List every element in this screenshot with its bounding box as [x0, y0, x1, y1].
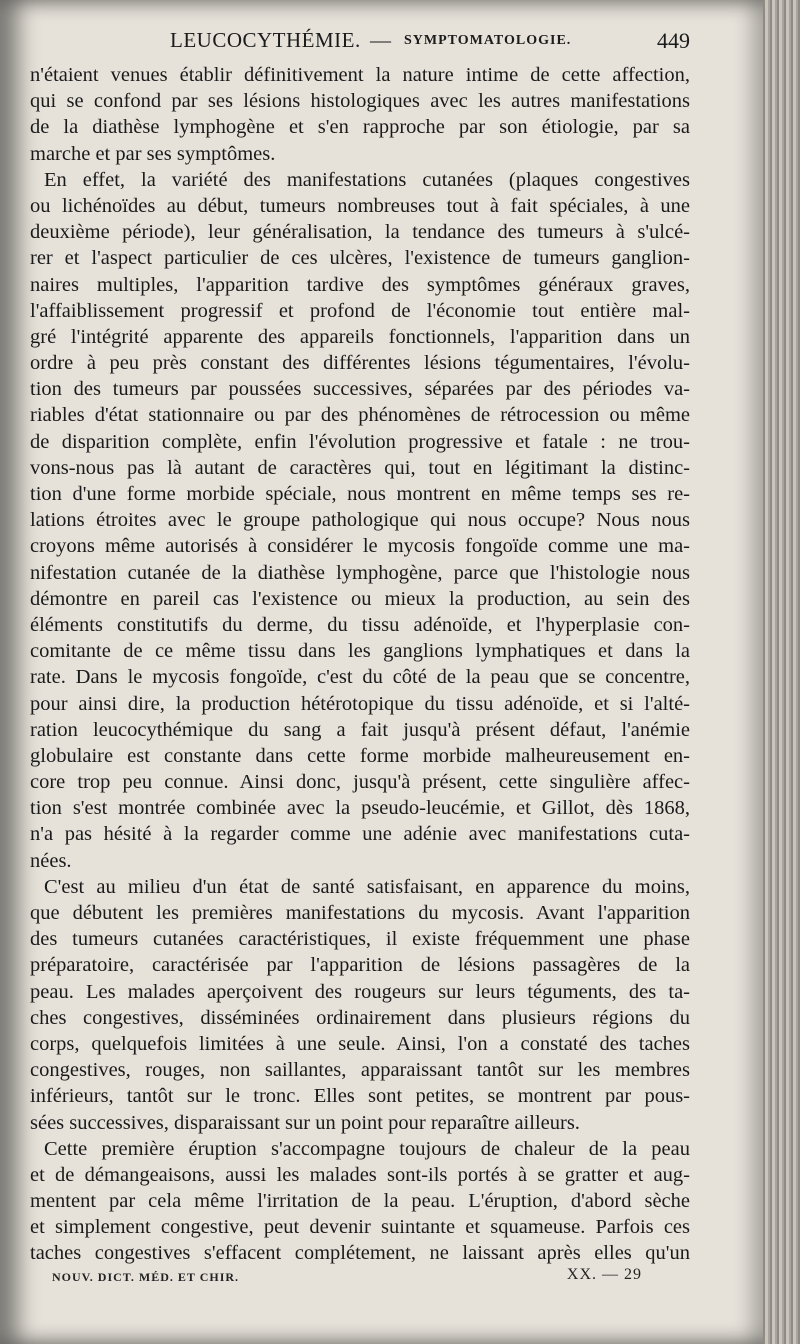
text-line: n'a pas hésité à la regarder comme une adénie avec manifestations cuta-: [30, 823, 690, 846]
text-line: et de démangeaisons, aussi les malades sont-ils portés à se gratter et aug-: [30, 1163, 690, 1186]
text-line: des tumeurs cutanées caractéristiques, il existe fréquemment une phase: [30, 928, 690, 951]
text-line: qui se confond par ses lésions histologiques avec les autres manifestations: [30, 90, 690, 113]
text-line: marche et par ses symptômes.: [30, 142, 276, 165]
text-line: naires multiples, l'apparition tardive des symptômes généraux graves,: [30, 273, 690, 296]
header-subtitle: SYMPTOMATOLOGIE.: [404, 33, 572, 48]
text-line: globulaire est constante dans cette forme morbide malheureusement en-: [30, 744, 690, 767]
header-title: LEUCOCYTHÉMIE.: [170, 28, 361, 52]
text-line: inférieurs, tantôt sur le tronc. Elles sont petites, se montrent par pous-: [30, 1085, 690, 1108]
footer-publication: NOUV. DICT. MÉD. ET CHIR.: [52, 1270, 240, 1284]
text-line: peau. Les malades aperçoivent des rougeurs sur leurs téguments, des ta-: [30, 980, 690, 1003]
text-line: tion s'est montrée combinée avec la pseudo-leucémie, et Gillot, dès 1868,: [30, 797, 690, 820]
text-line: démontre en pareil cas l'existence ou mieux la production, au sein des: [30, 587, 690, 610]
text-line: En effet, la variété des manifestations cutanées (plaques congestives: [44, 168, 690, 191]
page-footer: [52, 1266, 642, 1290]
text-line: l'affaiblissement progressif et profond de l'économie tout entière mal-: [30, 299, 690, 322]
text-line: core trop peu connue. Ainsi donc, jusqu'à présent, cette singulière affec-: [30, 771, 690, 794]
text-line: vons-nous pas là autant de caractères qui, tout en légitimant la distinc-: [30, 456, 690, 479]
text-line: mentent par cela même l'irritation de la peau. L'éruption, d'abord sèche: [30, 1190, 690, 1213]
text-line: et simplement congestive, peut devenir suintante et squameuse. Parfois ces: [30, 1216, 690, 1239]
text-line: gré l'intégrité apparente des appareils fonctionnels, l'apparition dans un: [30, 325, 690, 348]
text-line: pour ainsi dire, la production hétérotopique du tissu adénoïde, et si l'alté-: [30, 692, 690, 715]
text-line: taches congestives s'effacent complétement, ne laissant après elles qu'un: [30, 1242, 690, 1265]
text-line: riables d'état stationnaire ou par des phénomènes de rétrocession ou même: [30, 404, 690, 427]
text-line: de disparition complète, enfin l'évolution progressive et fatale : ne trou-: [30, 430, 690, 453]
text-line: Cette première éruption s'accompagne toujours de chaleur de la peau: [44, 1137, 690, 1160]
text-line: tion des tumeurs par poussées successives, séparées par des périodes va-: [30, 378, 690, 401]
text-line: croyons même autorisés à considérer le mycosis fongoïde comme une ma-: [30, 535, 690, 558]
text-line: ration leucocythémique du sang a fait jusqu'à présent défaut, l'anémie: [30, 718, 690, 741]
text-line: ou lichénoïdes au début, tumeurs nombreuses tout à fait spéciales, à une: [30, 194, 690, 217]
footer-signature: XX. — 29: [566, 1266, 642, 1283]
text-line: préparatoire, caractérisée par l'apparition de lésions passagères de la: [30, 954, 690, 977]
text-line: deuxième période), leur généralisation, la tendance des tumeurs à s'ulcé-: [30, 221, 690, 244]
body-text: [30, 62, 690, 1267]
text-line: nées.: [30, 849, 72, 872]
text-line: n'étaient venues établir définitivement la nature intime de cette affection,: [30, 64, 690, 86]
text-line: rer et l'aspect particulier de ces ulcères, l'existence de tumeurs ganglion-: [30, 247, 690, 270]
text-line: que débutent les premières manifestations du mycosis. Avant l'apparition: [30, 902, 690, 924]
text-line: nifestation cutanée de la diathèse lymphogène, parce que l'histologie nous: [30, 561, 690, 584]
page-number: 449: [657, 28, 690, 53]
header-separator: —: [370, 28, 391, 52]
text-line: lations étroites avec le groupe pathologique qui nous occupe? Nous nous: [30, 509, 690, 532]
running-header: [30, 28, 690, 62]
text-line: corps, quelquefois limitées à une seule. Ainsi, l'on a constaté des taches: [30, 1032, 690, 1055]
text-line: C'est au milieu d'un état de santé satisfaisant, en apparence du moins,: [44, 875, 690, 898]
text-line: éléments constitutifs du derme, du tissu adénoïde, et l'hyperplasie con-: [30, 613, 690, 636]
page-edges: [763, 0, 800, 1344]
text-line: congestives, rouges, non saillantes, apparaissant tantôt sur les membres: [30, 1059, 690, 1082]
text-line: de la diathèse lymphogène et s'en rapproche par son étiologie, par sa: [30, 116, 690, 139]
text-line: ches congestives, disséminées ordinairement dans plusieurs régions du: [30, 1006, 690, 1029]
text-line: tion d'une forme morbide spéciale, nous montrent en même temps ses re-: [30, 483, 690, 505]
text-line: rate. Dans le mycosis fongoïde, c'est du côté de la peau que se concentre,: [30, 666, 690, 689]
text-line: comitante de ce même tissu dans les ganglions lymphatiques et dans la: [30, 640, 690, 663]
text-line: sées successives, disparaissant sur un point pour reparaître ailleurs.: [30, 1111, 580, 1134]
text-line: ordre à peu près constant des différentes lésions tégumentaires, l'évolu-: [30, 352, 690, 375]
